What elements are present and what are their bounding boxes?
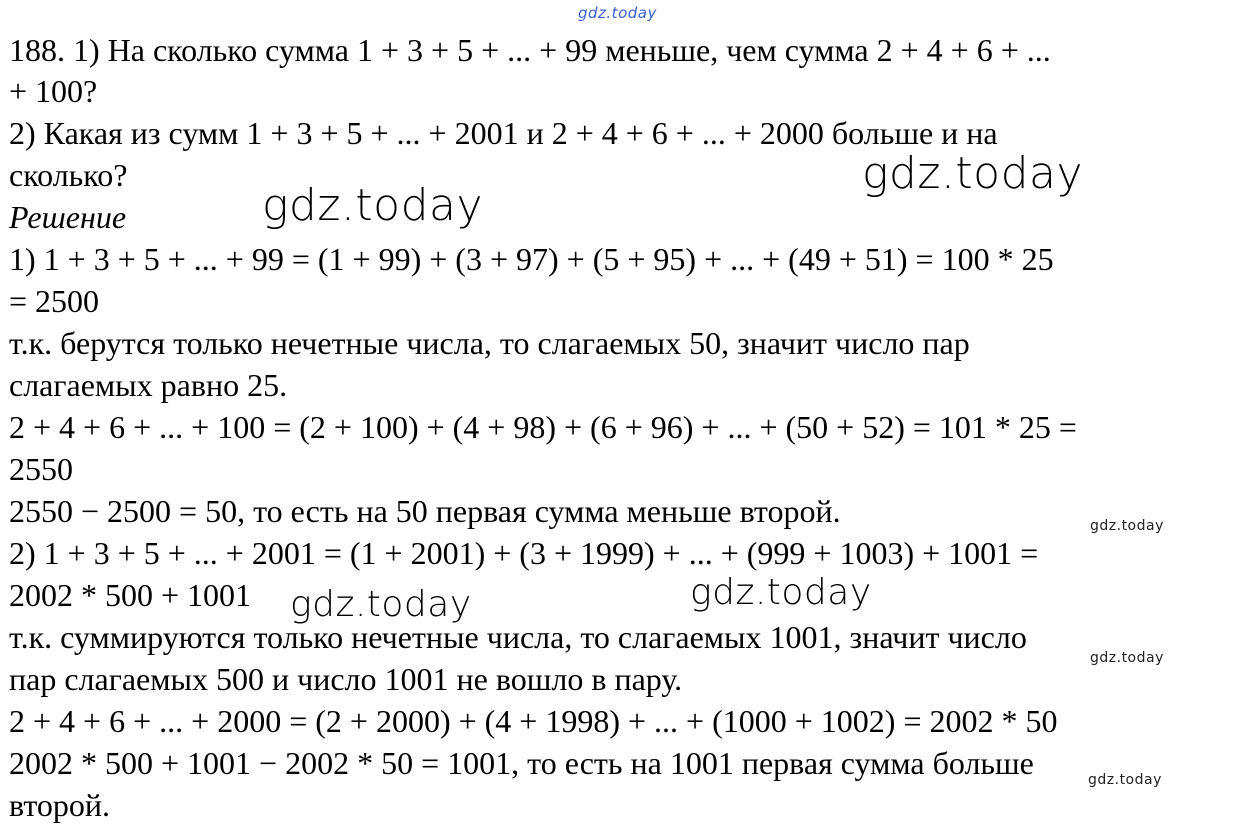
problem-line-3: 2) Какая из сумм 1 + 3 + 5 + ... + 2001 и 2 + 4 + 6 + ... + 2000 больше и на <box>9 115 998 151</box>
watermark-large-right: gdz.today <box>862 148 1084 199</box>
solution-line-1: 1) 1 + 3 + 5 + ... + 99 = (1 + 99) + (3 + 97) + (5 + 95) + ... + (49 + 51) = 100 * 25 <box>9 241 1054 277</box>
problem-line-2: + 100? <box>9 73 98 109</box>
solution-heading: Решение <box>9 199 127 235</box>
watermark-small-2: gdz.today <box>1090 650 1164 666</box>
solution-line-12: 2 + 4 + 6 + ... + 2000 = (2 + 2000) + (4 + 1998) + ... + (1000 + 1002) = 2002 * 50 <box>9 703 1058 739</box>
watermark-mid-left: gdz.today <box>290 584 472 625</box>
solution-line-2: = 2500 <box>9 283 100 319</box>
watermark-top: gdz.today <box>578 4 657 22</box>
watermark-small-1: gdz.today <box>1090 518 1164 534</box>
watermark-small-3: gdz.today <box>1088 772 1162 788</box>
solution-line-3: т.к. берутся только нечетные числа, то слагаемых 50, значит число пар <box>9 325 970 361</box>
solution-line-8: 2) 1 + 3 + 5 + ... + 2001 = (1 + 2001) + (3 + 1999) + ... + (999 + 1003) + 1001 = <box>9 535 1039 571</box>
solution-line-14: второй. <box>9 787 110 823</box>
solution-line-5: 2 + 4 + 6 + ... + 100 = (2 + 100) + (4 + 98) + (6 + 96) + ... + (50 + 52) = 101 * 25 = <box>9 409 1077 445</box>
solution-line-4: слагаемых равно 25. <box>9 367 288 403</box>
solution-line-11: пар слагаемых 500 и число 1001 не вошло в пару. <box>9 661 683 697</box>
watermark-large-left: gdz.today <box>262 180 484 231</box>
solution-line-13: 2002 * 500 + 1001 − 2002 * 50 = 1001, то есть на 1001 первая сумма больше <box>9 745 1034 781</box>
solution-line-7: 2550 − 2500 = 50, то есть на 50 первая сумма меньше второй. <box>9 493 841 529</box>
problem-line-4: сколько? <box>9 157 128 193</box>
solution-line-10: т.к. суммируются только нечетные числа, то слагаемых 1001, значит число <box>9 619 1027 655</box>
solution-line-6: 2550 <box>9 451 73 487</box>
watermark-mid-right: gdz.today <box>690 572 872 613</box>
problem-line-1: 188. 1) На сколько сумма 1 + 3 + 5 + ... + 99 меньше, чем сумма 2 + 4 + 6 + ... <box>9 32 1051 68</box>
solution-line-9: 2002 * 500 + 1001 <box>9 577 252 613</box>
